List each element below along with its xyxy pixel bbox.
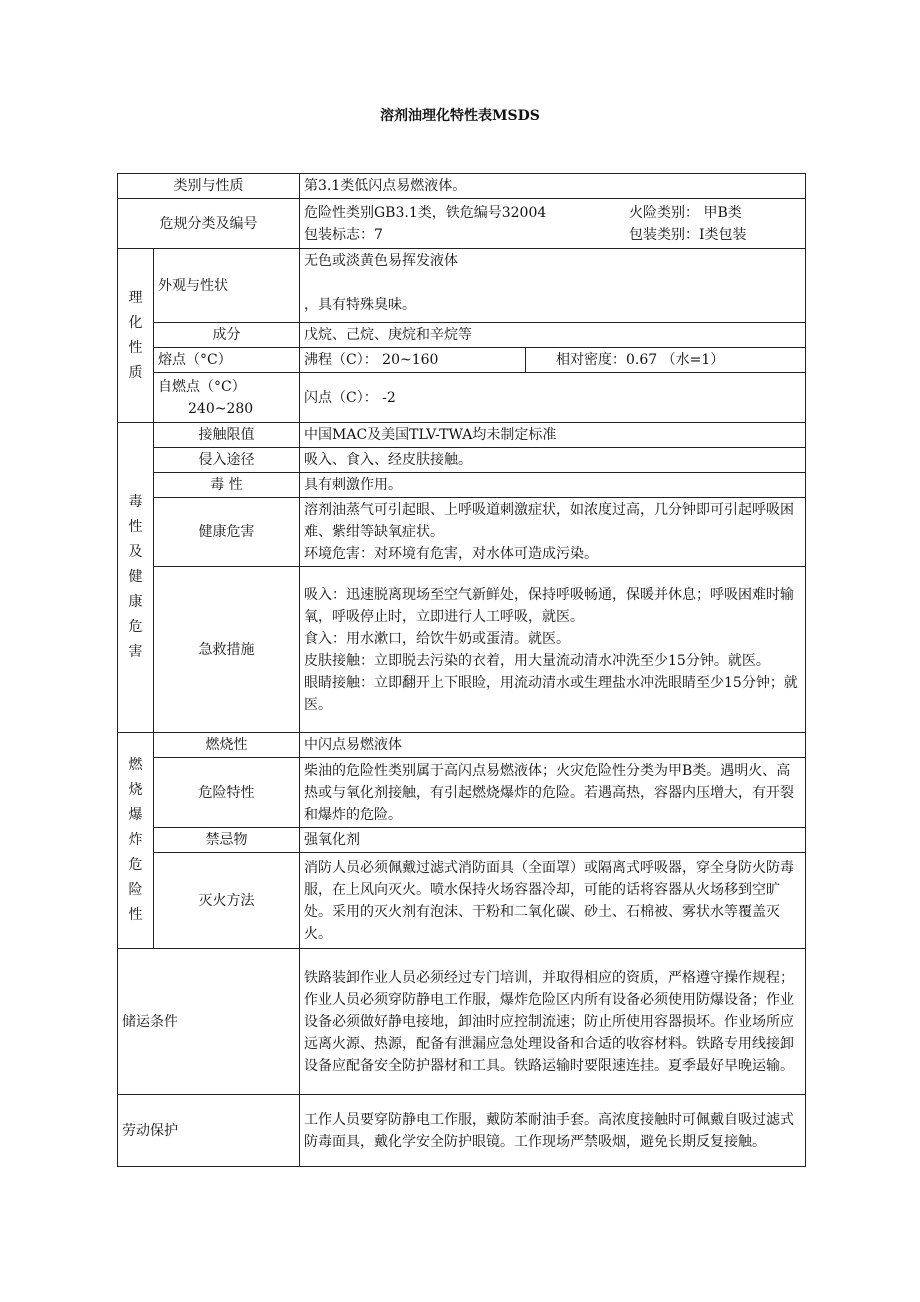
appearance-row	[118, 249, 806, 323]
package-mark: 包装标志：7	[304, 226, 383, 243]
forbidden-label: 禁忌物	[154, 828, 300, 853]
extinguish-value: 消防人员必须佩戴过滤式消防面具（全面罩）或隔离式呼吸器，穿全身防火防毒服，在上风向灭火。喷水保持火场容器冷却，可能的话将容器从火场移到空旷处。采用的灭火剂有泡沫、干粉和二氧化碳、砂土、石棉被、雾状水等覆盖灭火。	[300, 853, 806, 949]
contact-limit-row	[118, 423, 806, 448]
first-aid-value	[300, 567, 806, 733]
danger-label: 危险特性	[154, 758, 300, 828]
contact-limit-label: 接触限值	[154, 423, 300, 448]
msds-table	[117, 173, 806, 1167]
health-label: 健康危害	[154, 498, 300, 567]
toxic-row	[118, 473, 806, 498]
environment-hazard-text: 环境危害：对环境有危害，对水体可造成污染。	[304, 546, 598, 562]
document-title: 溶剂油理化特性表MSDS	[380, 108, 540, 124]
storage-label: 储运条件	[118, 949, 300, 1095]
danger-row	[118, 758, 806, 828]
storage-value: 铁路装卸作业人员必须经过专门培训，并取得相应的资质，严格遵守操作规程；作业人员必须穿防静电工作服，爆炸危险区内所有设备必须使用防爆设备；作业设备必须做好静电接地，卸油时应控制流速；防止所使用容器损坏。作业场所应远离火源、热源，配备有泄漏应急处理设备和合适的收容材料。铁路专用线接卸设备应配备安全防护器材和工具。铁路运输时要限速连挂。夏季最好早晚运输。	[300, 949, 806, 1095]
flash-point-value: 闪点（C）： -2	[300, 373, 806, 423]
labor-value: 工作人员要穿防静电工作服，戴防苯耐油手套。高浓度接触时可佩戴自吸过滤式防毒面具，戴化学安全防护眼镜。工作现场严禁吸烟，避免长期反复接触。	[300, 1095, 806, 1167]
autoignition-cell	[154, 373, 300, 423]
density-value: 相对密度：0.67 （水=1）	[526, 348, 806, 373]
composition-label: 成分	[154, 323, 300, 348]
melting-row	[118, 348, 806, 373]
storage-row	[118, 949, 806, 1095]
extinguish-row	[118, 853, 806, 949]
toxicity-group-label: 毒 性 及 健 康 危 害	[118, 423, 154, 733]
first-aid-row	[118, 567, 806, 733]
health-row	[118, 498, 806, 567]
autoignition-value: 240~280	[188, 400, 254, 417]
package-class: 包装类别：I类包装	[629, 226, 747, 243]
fire-risk-class: 火险类别： 甲B类	[629, 204, 742, 221]
first-aid-skin: 皮肤接触：立即脱去污染的衣着，用大量流动清水冲洗至少15分钟。就医。	[304, 652, 770, 669]
first-aid-ingest: 食入：用水漱口，给饮牛奶或蛋清。就医。	[304, 630, 570, 647]
health-value	[300, 498, 806, 567]
route-value: 吸入、食入、经皮肤接触。	[300, 448, 806, 473]
category-label: 类别与性质	[118, 174, 300, 199]
hazard-class-value	[300, 199, 806, 249]
composition-row	[118, 323, 806, 348]
hazard-class-row	[118, 199, 806, 249]
labor-label: 劳动保护	[118, 1095, 300, 1167]
contact-limit-value: 中国MAC及美国TLV-TWA均未制定标准	[300, 423, 806, 448]
autoignition-row	[118, 373, 806, 423]
hazard-class-label: 危规分类及编号	[118, 199, 300, 249]
forbidden-row	[118, 828, 806, 853]
flammability-row	[118, 733, 806, 758]
health-hazard-text: 溶剂油蒸气可引起眼、上呼吸道刺激症状，如浓度过高，几分钟即可引起呼吸困难、紫绀等缺氧症状。	[304, 502, 794, 540]
extinguish-label: 灭火方法	[154, 853, 300, 949]
appearance-value: 无色或淡黄色易挥发液体 ，具有特殊臭味。	[300, 249, 806, 323]
first-aid-inhale: 吸入：迅速脱离现场至空气新鲜处，保持呼吸畅通，保暖并休息；呼吸困难时输氧，呼吸停止时，立即进行人工呼吸，就医。	[304, 586, 794, 625]
danger-value: 柴油的危险性类别属于高闪点易燃液体；火灾危险性分类为甲B类。遇明火、高热或与氧化剂接触，有引起燃烧爆炸的危险。若遇高热，容器内压增大，有开裂和爆炸的危险。	[300, 758, 806, 828]
toxic-label: 毒 性	[154, 473, 300, 498]
labor-row	[118, 1095, 806, 1167]
first-aid-eye: 眼睛接触：立即翻开上下眼睑，用流动清水或生理盐水冲洗眼睛至少15分钟；就医。	[304, 674, 798, 713]
category-row	[118, 174, 806, 199]
hazard-class-code: 危险性类别GB3.1类，铁危编号32004	[304, 204, 547, 221]
first-aid-label: 急救措施	[154, 567, 300, 733]
fire-group-label: 燃 烧 爆 炸 危 险 性	[118, 733, 154, 949]
melting-label: 熔点（°C）	[154, 348, 300, 373]
composition-value: 戊烷、己烷、庚烷和辛烷等	[300, 323, 806, 348]
category-value: 第3.1类低闪点易燃液体。	[300, 174, 806, 199]
flammability-label: 燃烧性	[154, 733, 300, 758]
toxic-value: 具有刺激作用。	[300, 473, 806, 498]
route-label: 侵入途径	[154, 448, 300, 473]
appearance-label: 外观与性状	[154, 249, 300, 323]
autoignition-label: 自燃点（°C）	[158, 378, 246, 395]
forbidden-value: 强氧化剂	[300, 828, 806, 853]
physchem-group-label: 理 化 性 质	[118, 249, 154, 423]
flammability-value: 中闪点易燃液体	[300, 733, 806, 758]
route-row	[118, 448, 806, 473]
boiling-value: 沸程（C）： 20~160	[300, 348, 526, 373]
